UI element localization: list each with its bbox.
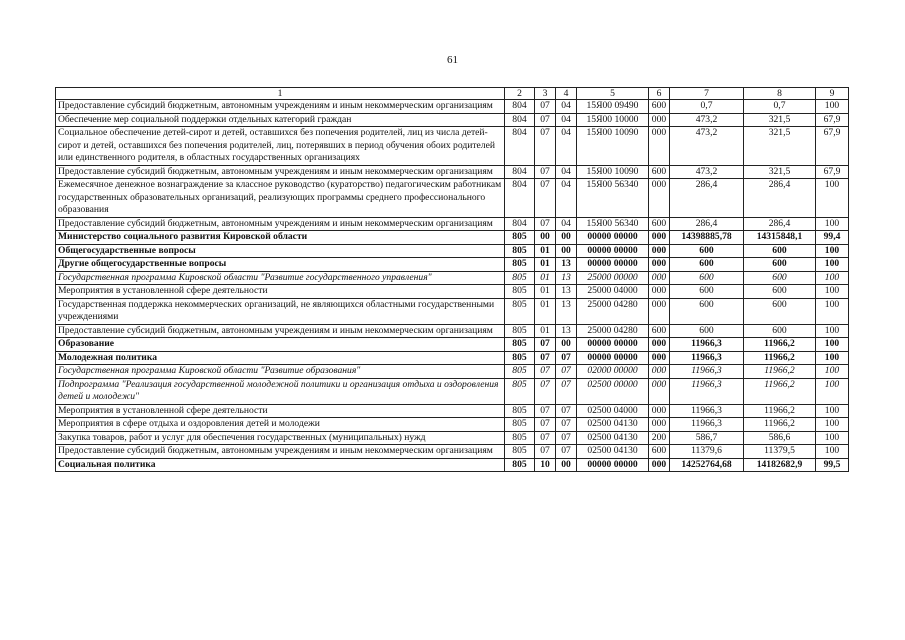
expense-type-cell: 000 — [649, 271, 670, 285]
executed-amount-cell: 11966,2 — [744, 365, 816, 379]
planned-amount-cell: 11966,3 — [670, 351, 744, 365]
planned-amount-cell: 600 — [670, 258, 744, 272]
ved-code-cell: 805 — [505, 445, 535, 459]
subsection-cell: 07 — [556, 365, 577, 379]
subsection-cell: 04 — [556, 113, 577, 127]
section-cell: 07 — [535, 351, 556, 365]
row-name-cell: Предоставление субсидий бюджетным, автономным учреждениям и иным некоммерческим организациям — [56, 165, 505, 179]
section-cell: 07 — [535, 217, 556, 231]
subsection-cell: 00 — [556, 231, 577, 245]
planned-amount-cell: 11966,3 — [670, 404, 744, 418]
planned-amount-cell: 600 — [670, 244, 744, 258]
executed-amount-cell: 11966,2 — [744, 351, 816, 365]
executed-amount-cell: 11966,2 — [744, 418, 816, 432]
subsection-cell: 13 — [556, 285, 577, 299]
section-cell: 07 — [535, 113, 556, 127]
target-article-cell: 15Я00 10090 — [577, 165, 649, 179]
row-name-cell: Социальное обеспечение детей-сирот и детей, оставшихся без попечения родителей, лиц из числа детей-сирот и детей, оставшихся без попечения родителей, лиц, потерявших в период обучения обоих родителей или единственного родителя, в областных государственных организациях — [56, 127, 505, 166]
executed-amount-cell: 14182682,9 — [744, 458, 816, 472]
section-cell: 00 — [535, 231, 556, 245]
planned-amount-cell: 14252764,68 — [670, 458, 744, 472]
percent-cell: 100 — [816, 445, 849, 459]
subsection-cell: 13 — [556, 324, 577, 338]
target-article-cell: 00000 00000 — [577, 258, 649, 272]
percent-cell: 67,9 — [816, 165, 849, 179]
section-cell: 07 — [535, 179, 556, 218]
target-article-cell: 15Я00 09490 — [577, 100, 649, 114]
planned-amount-cell: 14398885,78 — [670, 231, 744, 245]
expense-type-cell: 000 — [649, 113, 670, 127]
target-article-cell: 00000 00000 — [577, 458, 649, 472]
subsection-cell: 00 — [556, 458, 577, 472]
executed-amount-cell: 600 — [744, 244, 816, 258]
percent-cell: 67,9 — [816, 113, 849, 127]
section-cell: 01 — [535, 324, 556, 338]
row-name-cell: Предоставление субсидий бюджетным, автономным учреждениям и иным некоммерческим организациям — [56, 217, 505, 231]
table-row — [56, 298, 849, 324]
expense-type-cell: 600 — [649, 324, 670, 338]
ved-code-cell: 805 — [505, 258, 535, 272]
target-article-cell: 02500 04130 — [577, 445, 649, 459]
percent-cell: 100 — [816, 285, 849, 299]
subsection-cell: 07 — [556, 404, 577, 418]
subsection-cell: 04 — [556, 100, 577, 114]
row-name-cell: Предоставление субсидий бюджетным, автономным учреждениям и иным некоммерческим организациям — [56, 100, 505, 114]
header-cell: 3 — [535, 88, 556, 100]
ved-code-cell: 804 — [505, 113, 535, 127]
section-cell: 07 — [535, 431, 556, 445]
executed-amount-cell: 0,7 — [744, 100, 816, 114]
table-row — [56, 179, 849, 218]
target-article-cell: 00000 00000 — [577, 338, 649, 352]
planned-amount-cell: 286,4 — [670, 217, 744, 231]
table-row — [56, 351, 849, 365]
percent-cell: 100 — [816, 338, 849, 352]
expense-type-cell: 000 — [649, 351, 670, 365]
row-name-cell: Мероприятия в установленной сфере деятельности — [56, 404, 505, 418]
planned-amount-cell: 473,2 — [670, 165, 744, 179]
target-article-cell: 02000 00000 — [577, 365, 649, 379]
executed-amount-cell: 11966,2 — [744, 338, 816, 352]
expense-type-cell: 000 — [649, 179, 670, 218]
planned-amount-cell: 0,7 — [670, 100, 744, 114]
subsection-cell: 13 — [556, 258, 577, 272]
planned-amount-cell: 600 — [670, 324, 744, 338]
section-cell: 07 — [535, 165, 556, 179]
header-cell: 5 — [577, 88, 649, 100]
section-cell: 07 — [535, 404, 556, 418]
executed-amount-cell: 321,5 — [744, 113, 816, 127]
subsection-cell: 07 — [556, 445, 577, 459]
section-cell: 01 — [535, 298, 556, 324]
expense-type-cell: 000 — [649, 365, 670, 379]
target-article-cell: 02500 04130 — [577, 431, 649, 445]
expense-type-cell: 200 — [649, 431, 670, 445]
planned-amount-cell: 11966,3 — [670, 365, 744, 379]
row-name-cell: Мероприятия в установленной сфере деятельности — [56, 285, 505, 299]
table-row — [56, 217, 849, 231]
ved-code-cell: 805 — [505, 418, 535, 432]
planned-amount-cell: 600 — [670, 271, 744, 285]
section-cell: 07 — [535, 100, 556, 114]
subsection-cell: 04 — [556, 127, 577, 166]
header-cell: 9 — [816, 88, 849, 100]
row-name-cell: Подпрограмма "Реализация государственной молодежной политики и организация отдыха и оздоровления детей и молодежи" — [56, 378, 505, 404]
executed-amount-cell: 286,4 — [744, 217, 816, 231]
expense-type-cell: 600 — [649, 217, 670, 231]
executed-amount-cell: 11966,2 — [744, 404, 816, 418]
expense-type-cell: 600 — [649, 165, 670, 179]
expense-type-cell: 000 — [649, 298, 670, 324]
section-cell: 10 — [535, 458, 556, 472]
table-row — [56, 127, 849, 166]
table-row — [56, 244, 849, 258]
percent-cell: 100 — [816, 244, 849, 258]
section-cell: 07 — [535, 338, 556, 352]
row-name-cell: Государственная поддержка некоммерческих организаций, не являющихся областными государственными учреждениями — [56, 298, 505, 324]
section-cell: 07 — [535, 445, 556, 459]
ved-code-cell: 805 — [505, 324, 535, 338]
subsection-cell: 04 — [556, 179, 577, 218]
row-name-cell: Социальная политика — [56, 458, 505, 472]
planned-amount-cell: 600 — [670, 285, 744, 299]
target-article-cell: 02500 04000 — [577, 404, 649, 418]
ved-code-cell: 805 — [505, 231, 535, 245]
executed-amount-cell: 11966,2 — [744, 378, 816, 404]
ved-code-cell: 805 — [505, 285, 535, 299]
executed-amount-cell: 321,5 — [744, 165, 816, 179]
section-cell: 01 — [535, 271, 556, 285]
ved-code-cell: 805 — [505, 351, 535, 365]
table-row — [56, 445, 849, 459]
percent-cell: 100 — [816, 431, 849, 445]
table-row — [56, 365, 849, 379]
section-cell: 01 — [535, 258, 556, 272]
expense-type-cell: 000 — [649, 404, 670, 418]
target-article-cell: 15Я00 56340 — [577, 217, 649, 231]
executed-amount-cell: 600 — [744, 324, 816, 338]
expense-type-cell: 000 — [649, 378, 670, 404]
executed-amount-cell: 600 — [744, 298, 816, 324]
target-article-cell: 25000 00000 — [577, 271, 649, 285]
target-article-cell: 15Я00 10090 — [577, 127, 649, 166]
budget-table — [55, 87, 849, 472]
planned-amount-cell: 11379,6 — [670, 445, 744, 459]
header-cell: 8 — [744, 88, 816, 100]
subsection-cell: 13 — [556, 271, 577, 285]
header-cell: 2 — [505, 88, 535, 100]
executed-amount-cell: 600 — [744, 258, 816, 272]
target-article-cell: 25000 04280 — [577, 298, 649, 324]
row-name-cell: Образование — [56, 338, 505, 352]
ved-code-cell: 804 — [505, 165, 535, 179]
row-name-cell: Обеспечение мер социальной поддержки отдельных категорий граждан — [56, 113, 505, 127]
planned-amount-cell: 286,4 — [670, 179, 744, 218]
expense-type-cell: 600 — [649, 100, 670, 114]
table-row — [56, 258, 849, 272]
percent-cell: 100 — [816, 100, 849, 114]
percent-cell: 100 — [816, 271, 849, 285]
row-name-cell: Другие общегосударственные вопросы — [56, 258, 505, 272]
percent-cell: 67,9 — [816, 127, 849, 166]
page-number: 61 — [447, 54, 458, 66]
expense-type-cell: 000 — [649, 258, 670, 272]
percent-cell: 100 — [816, 324, 849, 338]
row-name-cell: Общегосударственные вопросы — [56, 244, 505, 258]
row-name-cell: Предоставление субсидий бюджетным, автономным учреждениям и иным некоммерческим организациям — [56, 445, 505, 459]
table-row — [56, 285, 849, 299]
target-article-cell: 02500 00000 — [577, 378, 649, 404]
subsection-cell: 07 — [556, 418, 577, 432]
row-name-cell: Мероприятия в сфере отдыха и оздоровления детей и молодежи — [56, 418, 505, 432]
subsection-cell: 04 — [556, 165, 577, 179]
ved-code-cell: 804 — [505, 217, 535, 231]
ved-code-cell: 805 — [505, 338, 535, 352]
ved-code-cell: 805 — [505, 365, 535, 379]
row-name-cell: Государственная программа Кировской области "Развитие государственного управления" — [56, 271, 505, 285]
expense-type-cell: 000 — [649, 285, 670, 299]
ved-code-cell: 805 — [505, 431, 535, 445]
target-article-cell: 00000 00000 — [577, 231, 649, 245]
subsection-cell: 00 — [556, 244, 577, 258]
subsection-cell: 13 — [556, 298, 577, 324]
row-name-cell: Закупка товаров, работ и услуг для обеспечения государственных (муниципальных) нужд — [56, 431, 505, 445]
row-name-cell: Предоставление субсидий бюджетным, автономным учреждениям и иным некоммерческим организациям — [56, 324, 505, 338]
row-name-cell: Министерство социального развития Кировской области — [56, 231, 505, 245]
section-cell: 07 — [535, 418, 556, 432]
executed-amount-cell: 600 — [744, 285, 816, 299]
planned-amount-cell: 473,2 — [670, 127, 744, 166]
expense-type-cell: 000 — [649, 338, 670, 352]
subsection-cell: 07 — [556, 431, 577, 445]
target-article-cell: 25000 04280 — [577, 324, 649, 338]
table-row — [56, 404, 849, 418]
percent-cell: 99,5 — [816, 458, 849, 472]
target-article-cell: 25000 04000 — [577, 285, 649, 299]
target-article-cell: 15Я00 10000 — [577, 113, 649, 127]
ved-code-cell: 805 — [505, 378, 535, 404]
executed-amount-cell: 600 — [744, 271, 816, 285]
table-row — [56, 378, 849, 404]
planned-amount-cell: 11966,3 — [670, 378, 744, 404]
executed-amount-cell: 11379,5 — [744, 445, 816, 459]
percent-cell: 100 — [816, 365, 849, 379]
header-cell: 1 — [56, 88, 505, 100]
ved-code-cell: 805 — [505, 244, 535, 258]
expense-type-cell: 000 — [649, 458, 670, 472]
table-row — [56, 113, 849, 127]
planned-amount-cell: 586,7 — [670, 431, 744, 445]
table-row — [56, 271, 849, 285]
executed-amount-cell: 286,4 — [744, 179, 816, 218]
target-article-cell: 15Я00 56340 — [577, 179, 649, 218]
expense-type-cell: 000 — [649, 418, 670, 432]
row-name-cell: Ежемесячное денежное вознаграждение за классное руководство (кураторство) педагогическим работникам государственных образовательных организаций, реализующих программы среднего профессионального образования — [56, 179, 505, 218]
table-row — [56, 324, 849, 338]
table-header-row — [56, 88, 849, 100]
executed-amount-cell: 321,5 — [744, 127, 816, 166]
target-article-cell: 00000 00000 — [577, 351, 649, 365]
row-name-cell: Государственная программа Кировской области "Развитие образования" — [56, 365, 505, 379]
percent-cell: 100 — [816, 378, 849, 404]
planned-amount-cell: 473,2 — [670, 113, 744, 127]
executed-amount-cell: 586,6 — [744, 431, 816, 445]
header-cell: 6 — [649, 88, 670, 100]
ved-code-cell: 805 — [505, 298, 535, 324]
section-cell: 01 — [535, 285, 556, 299]
target-article-cell: 02500 04130 — [577, 418, 649, 432]
section-cell: 07 — [535, 365, 556, 379]
header-cell: 7 — [670, 88, 744, 100]
percent-cell: 100 — [816, 418, 849, 432]
subsection-cell: 07 — [556, 351, 577, 365]
percent-cell: 100 — [816, 404, 849, 418]
expense-type-cell: 000 — [649, 127, 670, 166]
subsection-cell: 00 — [556, 338, 577, 352]
ved-code-cell: 805 — [505, 271, 535, 285]
planned-amount-cell: 600 — [670, 298, 744, 324]
table-row — [56, 231, 849, 245]
planned-amount-cell: 11966,3 — [670, 418, 744, 432]
table-row — [56, 100, 849, 114]
section-cell: 01 — [535, 244, 556, 258]
section-cell: 07 — [535, 127, 556, 166]
planned-amount-cell: 11966,3 — [670, 338, 744, 352]
table-row — [56, 418, 849, 432]
percent-cell: 100 — [816, 351, 849, 365]
expense-type-cell: 000 — [649, 244, 670, 258]
table-row — [56, 431, 849, 445]
percent-cell: 99,4 — [816, 231, 849, 245]
percent-cell: 100 — [816, 179, 849, 218]
section-cell: 07 — [535, 378, 556, 404]
expense-type-cell: 000 — [649, 231, 670, 245]
subsection-cell: 04 — [556, 217, 577, 231]
table-row — [56, 458, 849, 472]
ved-code-cell: 804 — [505, 100, 535, 114]
table-row — [56, 338, 849, 352]
row-name-cell: Молодежная политика — [56, 351, 505, 365]
ved-code-cell: 805 — [505, 458, 535, 472]
table-row — [56, 165, 849, 179]
expense-type-cell: 600 — [649, 445, 670, 459]
header-cell: 4 — [556, 88, 577, 100]
executed-amount-cell: 14315848,1 — [744, 231, 816, 245]
ved-code-cell: 804 — [505, 127, 535, 166]
percent-cell: 100 — [816, 217, 849, 231]
subsection-cell: 07 — [556, 378, 577, 404]
ved-code-cell: 805 — [505, 404, 535, 418]
ved-code-cell: 804 — [505, 179, 535, 218]
percent-cell: 100 — [816, 298, 849, 324]
target-article-cell: 00000 00000 — [577, 244, 649, 258]
percent-cell: 100 — [816, 258, 849, 272]
